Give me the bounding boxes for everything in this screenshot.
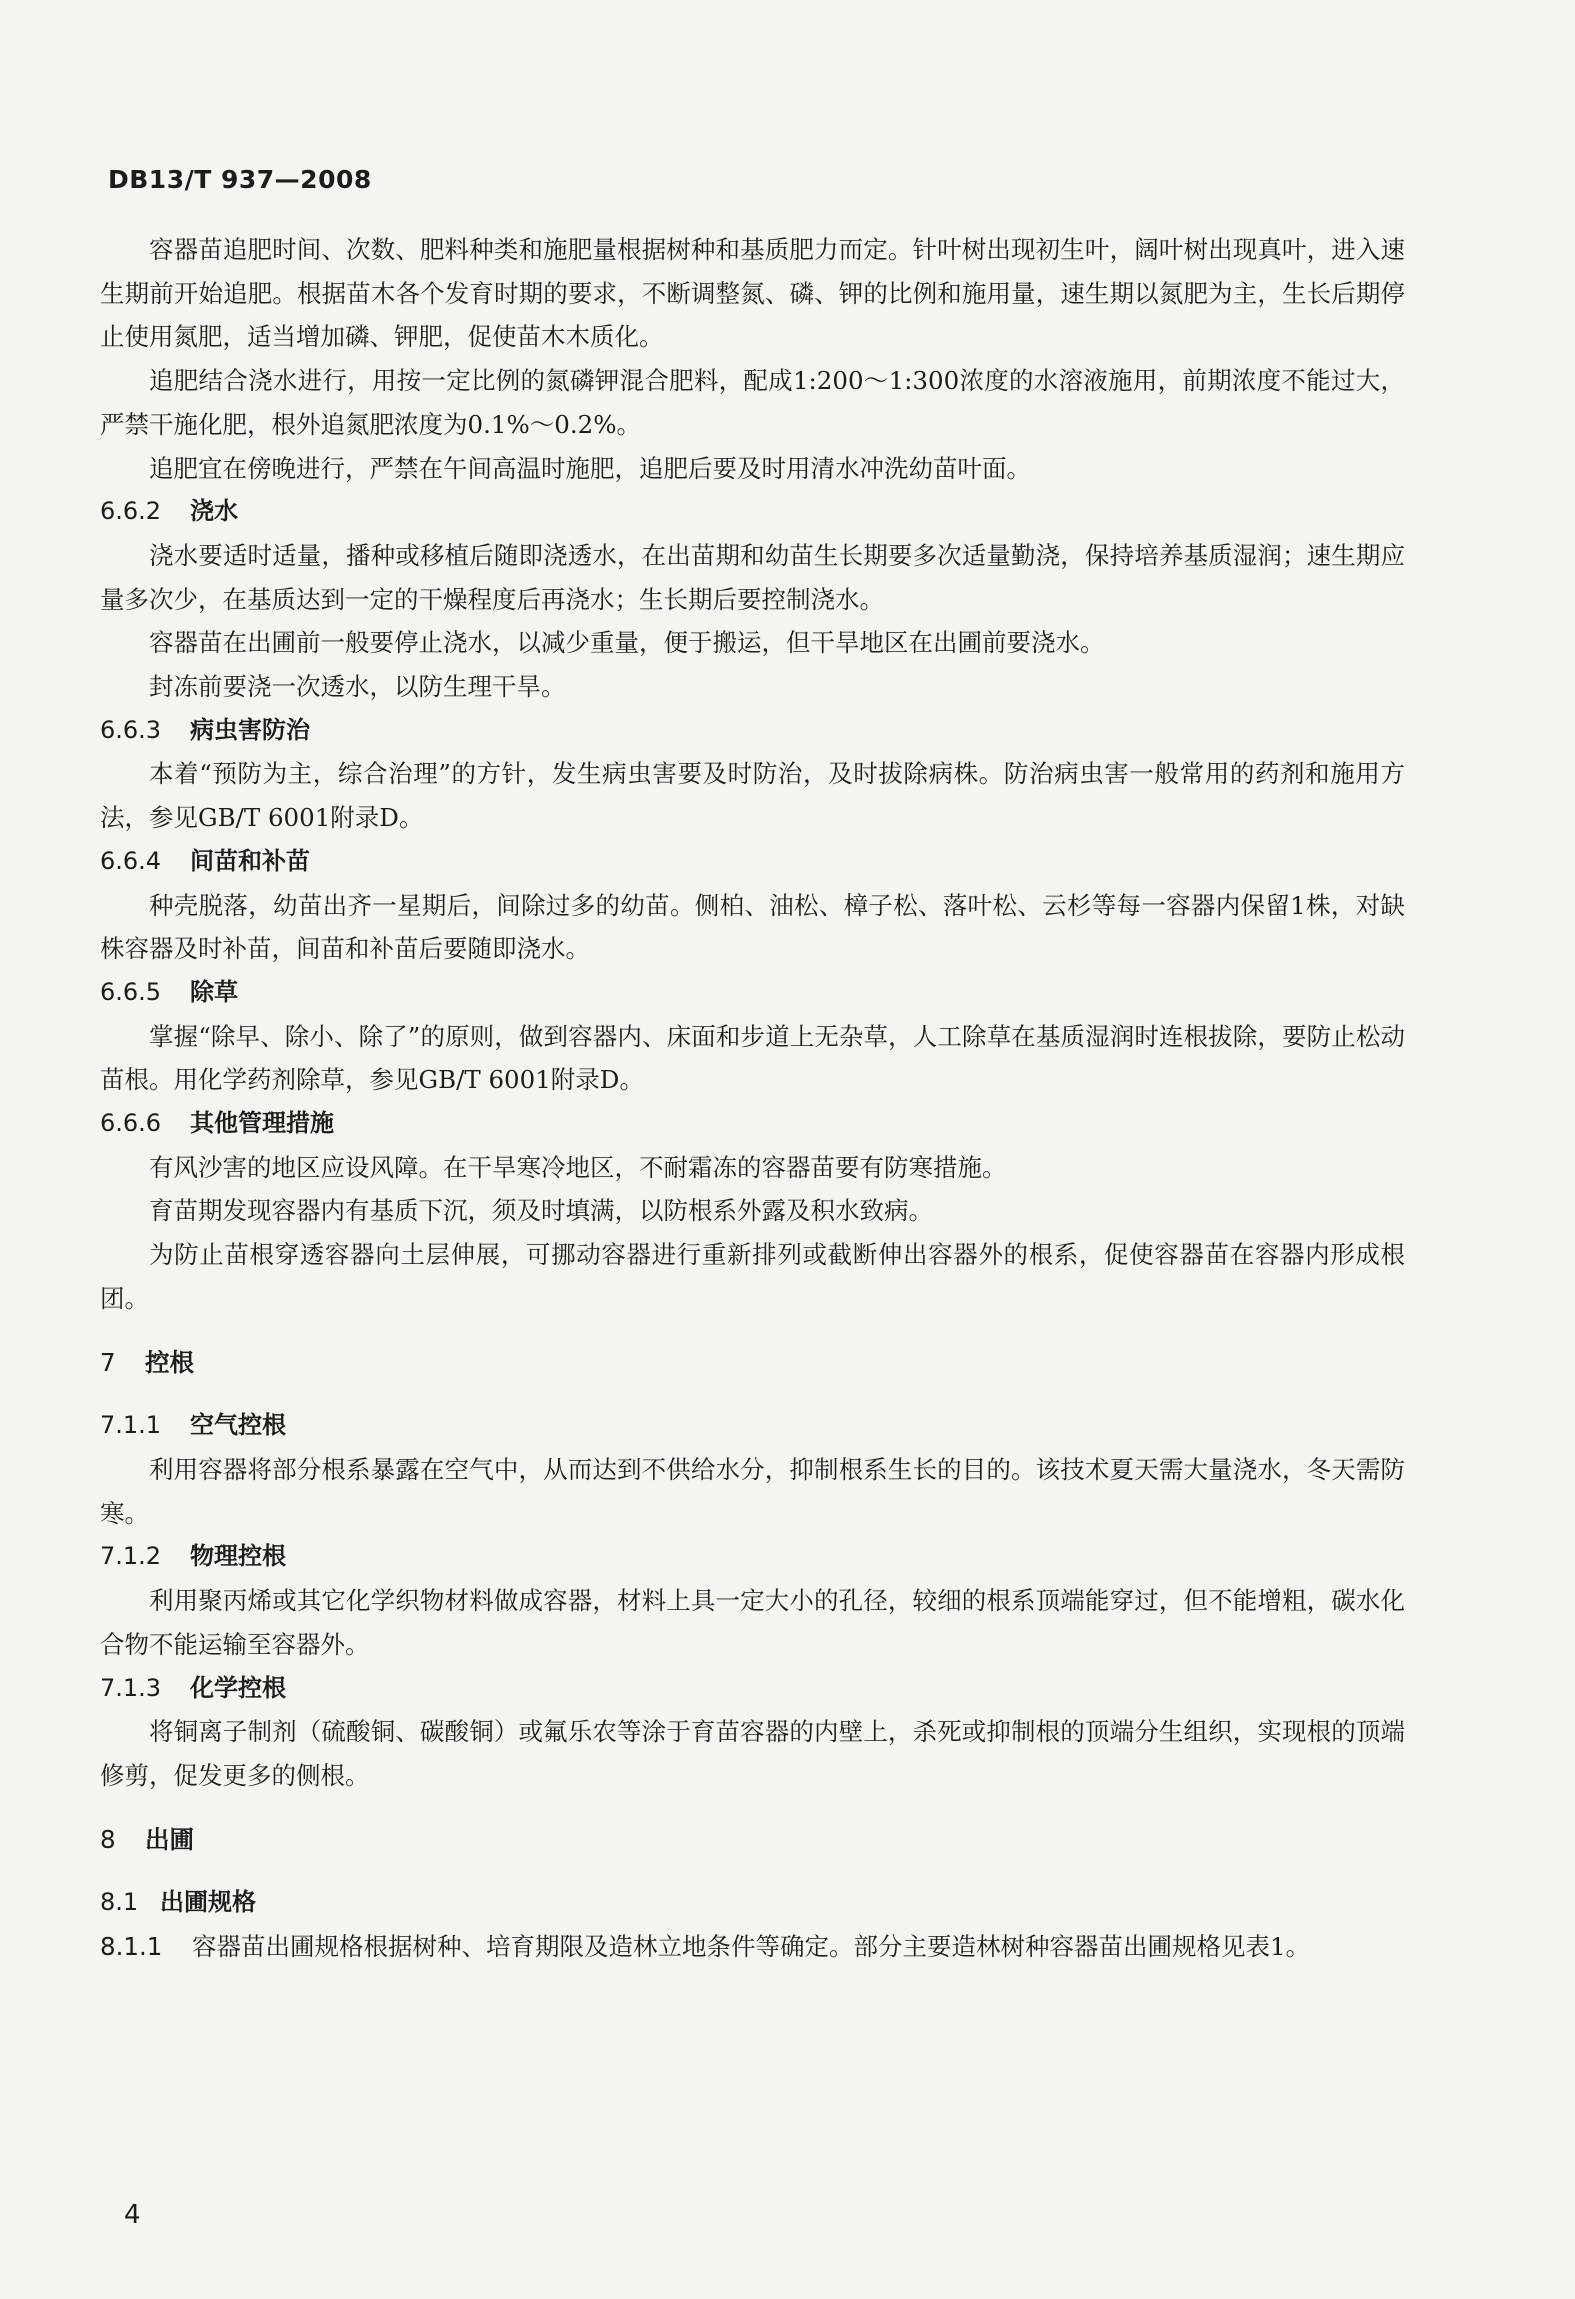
paragraph: 追肥宜在傍晚进行，严禁在午间高温时施肥，追肥后要及时用清水冲洗幼苗叶面。 [149, 453, 1031, 483]
paragraph: 本着“预防为主，综合治理”的方针，发生病虫害要及时防治，及时拔除病株。防治病虫害一般常用的药剂和施用方法，参见GB/T 6001附录D。 [100, 759, 1405, 833]
section-number: 8.1 [100, 1888, 139, 1917]
section-heading [100, 971, 1405, 1015]
section-title: 病虫害防治 [190, 715, 310, 744]
paragraph: 利用容器将部分根系暴露在空气中，从而达到不供给水分，抑制根系生长的目的。该技术夏天需大量浇水，冬天需防寒。 [100, 1454, 1405, 1528]
section-title: 间苗和补苗 [190, 846, 310, 875]
section-title: 空气控根 [190, 1411, 286, 1440]
section-number: 6.6.4 [100, 846, 162, 875]
section-heading [100, 1881, 1405, 1925]
section-heading [100, 709, 1405, 753]
section-number: 6.6.5 [100, 977, 162, 1006]
section-heading [100, 1535, 1405, 1579]
chapter-heading [100, 1818, 1405, 1862]
section-title: 出圃规格 [160, 1888, 256, 1917]
section-number: 6.6.6 [100, 1109, 162, 1138]
document-body [100, 228, 1405, 1969]
section-title: 浇水 [190, 497, 238, 526]
clause-text: 容器苗出圃规格根据树种、培育期限及造林立地条件等确定。部分主要造林树种容器苗出圃规格见表1。 [192, 1932, 1311, 1962]
numbered-paragraph [100, 1925, 1405, 1969]
paragraph: 浇水要适时适量，播种或移植后随即浇透水，在出苗期和幼苗生长期要多次适量勤浇，保持培养基质湿润；速生期应量多次少，在基质达到一定的干燥程度后再浇水；生长期后要控制浇水。 [100, 540, 1405, 614]
section-number: 7.1.3 [100, 1673, 162, 1702]
section-heading [100, 1404, 1405, 1448]
section-heading [100, 490, 1405, 534]
paragraph: 追肥结合浇水进行，用按一定比例的氮磷钾混合肥料，配成1:200～1:300浓度的水溶液施用，前期浓度不能过大，严禁干施化肥，根外追氮肥浓度为0.1%～0.2%。 [100, 366, 1405, 439]
section-heading [100, 840, 1405, 884]
section-number: 7 [100, 1347, 116, 1377]
section-number: 6.6.2 [100, 497, 162, 526]
section-number: 7.1.2 [100, 1542, 162, 1571]
page-number: 4 [124, 2200, 141, 2230]
document-code: DB13/T 937—2008 [108, 165, 372, 194]
section-title: 物理控根 [190, 1542, 286, 1571]
section-number: 8 [100, 1824, 116, 1854]
paragraph: 种壳脱落，幼苗出齐一星期后，间除过多的幼苗。侧柏、油松、樟子松、落叶松、云杉等每一容器内保留1株，对缺株容器及时补苗，间苗和补苗后要随即浇水。 [100, 890, 1405, 964]
clause-number: 8.1.1 [100, 1932, 163, 1962]
paragraph: 封冻前要浇一次透水，以防生理干旱。 [149, 672, 566, 702]
paragraph: 利用聚丙烯或其它化学织物材料做成容器，材料上具一定大小的孔径，较细的根系顶端能穿过，但不能增粗，碳水化合物不能运输至容器外。 [100, 1586, 1405, 1659]
paragraph: 掌握“除早、除小、除了”的原则，做到容器内、床面和步道上无杂草，人工除草在基质湿润时连根拔除，要防止松动苗根。用化学药剂除草，参见GB/T 6001附录D。 [100, 1021, 1405, 1095]
paragraph: 容器苗在出圃前一般要停止浇水，以减少重量，便于搬运，但干旱地区在出圃前要浇水。 [149, 628, 1105, 658]
section-number: 6.6.3 [100, 715, 162, 744]
paragraph: 为防止苗根穿透容器向土层伸展，可挪动容器进行重新排列或截断伸出容器外的根系，促使容器苗在容器内形成根团。 [100, 1240, 1405, 1313]
chapter-heading [100, 1341, 1405, 1385]
section-heading [100, 1667, 1405, 1711]
paragraph: 有风沙害的地区应设风障。在干旱寒冷地区，不耐霜冻的容器苗要有防寒措施。 [149, 1152, 1007, 1182]
section-heading [100, 1102, 1405, 1146]
section-number: 7.1.1 [100, 1411, 162, 1440]
section-title: 其他管理措施 [190, 1109, 334, 1138]
paragraph: 将铜离子制剂（硫酸铜、碳酸铜）或氟乐农等涂于育苗容器的内壁上，杀死或抑制根的顶端分生组织，实现根的顶端修剪，促发更多的侧根。 [100, 1717, 1405, 1790]
section-title: 除草 [190, 977, 238, 1006]
section-title: 出圃 [145, 1824, 194, 1854]
paragraph: 容器苗追肥时间、次数、肥料种类和施肥量根据树种和基质肥力而定。针叶树出现初生叶，阔叶树出现真叶，进入速生期前开始追肥。根据苗木各个发育时期的要求，不断调整氮、磷、钾的比例和施用量，速生期以氮肥为主，生长后期停止使用氮肥，适当增加磷、钾肥，促使苗木木质化。 [100, 235, 1405, 352]
paragraph: 育苗期发现容器内有基质下沉，须及时填满，以防根系外露及积水致病。 [149, 1196, 933, 1226]
section-title: 控根 [145, 1347, 194, 1377]
section-title: 化学控根 [190, 1673, 286, 1702]
